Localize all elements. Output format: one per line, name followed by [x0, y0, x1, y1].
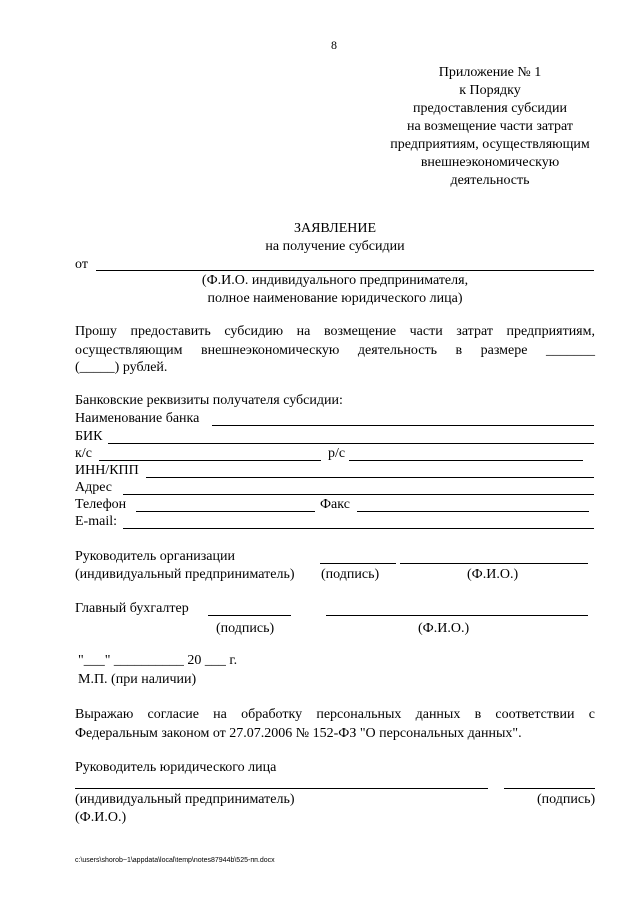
inn-kpp-label: ИНН/КПП	[75, 463, 139, 478]
ks-label: к/с	[75, 446, 92, 461]
head-org-label-1: Руководитель организации	[75, 549, 235, 564]
fio-hint-bottom: (Ф.И.О.)	[75, 810, 127, 825]
appendix-line: предоставления субсидии	[412, 101, 568, 116]
bank-name-label: Наименование банка	[75, 411, 200, 426]
signature-hint: (подпись)	[216, 621, 275, 636]
consent-text: Выражаю согласие на обработку персональных данных в соответствии с Федеральным законом от 27.07.2006 № 152-ФЗ "О персональных данных".	[75, 707, 595, 741]
appendix-line: внешнеэкономическую	[420, 155, 560, 170]
fio-hint: (Ф.И.О.)	[418, 621, 470, 636]
chief-accountant-label: Главный бухгалтер	[75, 601, 189, 616]
accountant-signature-field[interactable]	[208, 615, 291, 616]
appendix-line: предприятиям, осуществляющим	[390, 137, 590, 152]
fio-hint: (Ф.И.О.)	[467, 567, 519, 582]
head-fio-field[interactable]	[400, 563, 588, 564]
rs-label: р/с	[328, 446, 346, 461]
legal-head-label: Руководитель юридического лица	[75, 760, 277, 775]
inn-kpp-field[interactable]	[146, 477, 594, 478]
email-field[interactable]	[123, 528, 594, 529]
page-number: 8	[331, 38, 337, 52]
phone-field[interactable]	[136, 511, 315, 512]
fax-label: Факс	[320, 497, 350, 512]
phone-label: Телефон	[75, 497, 127, 512]
head-signature-field[interactable]	[320, 563, 396, 564]
ip-hint: (индивидуальный предприниматель)	[75, 792, 295, 807]
appendix-line: на возмещение части затрат	[406, 119, 574, 134]
date-line: "___" __________ 20 ___ г.	[78, 653, 238, 668]
ks-field[interactable]	[99, 460, 321, 461]
from-hint-2: полное наименование юридического лица)	[207, 291, 463, 306]
bank-heading: Банковские реквизиты получателя субсидии:	[75, 393, 343, 408]
stamp-label: М.П. (при наличии)	[78, 672, 197, 687]
request-text-end: (_____) рублей.	[75, 360, 168, 375]
address-label: Адрес	[75, 480, 113, 495]
email-label: E-mail:	[75, 514, 117, 529]
from-label: от	[75, 257, 88, 272]
file-path: c:\users\shorob~1\appdata\local\temp\notes87944b\525-пп.docx	[75, 857, 275, 864]
appendix-block	[380, 64, 600, 190]
accountant-fio-field[interactable]	[326, 615, 588, 616]
appendix-line: деятельность	[450, 173, 530, 188]
head-org-label-2: (индивидуальный предприниматель)	[75, 567, 295, 582]
from-hint-1: (Ф.И.О. индивидуального предпринимателя,	[201, 273, 469, 288]
appendix-line: Приложение № 1	[438, 65, 542, 80]
legal-head-fio-field[interactable]	[75, 788, 488, 789]
bik-field[interactable]	[108, 443, 594, 444]
document-subtitle: на получение субсидии	[265, 239, 405, 254]
signature-hint: (подпись)	[321, 567, 380, 582]
rs-field[interactable]	[349, 460, 583, 461]
request-text: Прошу предоставить субсидию на возмещение части затрат предприятиям, осуществляющим внешнеэкономическую деятельность в размере _______	[75, 324, 595, 358]
bik-label: БИК	[75, 429, 103, 444]
address-field[interactable]	[123, 494, 594, 495]
bank-name-field[interactable]	[212, 425, 594, 426]
signature-hint: (подпись)	[537, 792, 596, 807]
from-field[interactable]	[96, 270, 594, 271]
document-title: ЗАЯВЛЕНИЕ	[293, 221, 377, 236]
appendix-line: к Порядку	[459, 83, 521, 98]
legal-head-signature-field[interactable]	[504, 788, 595, 789]
fax-field[interactable]	[357, 511, 589, 512]
